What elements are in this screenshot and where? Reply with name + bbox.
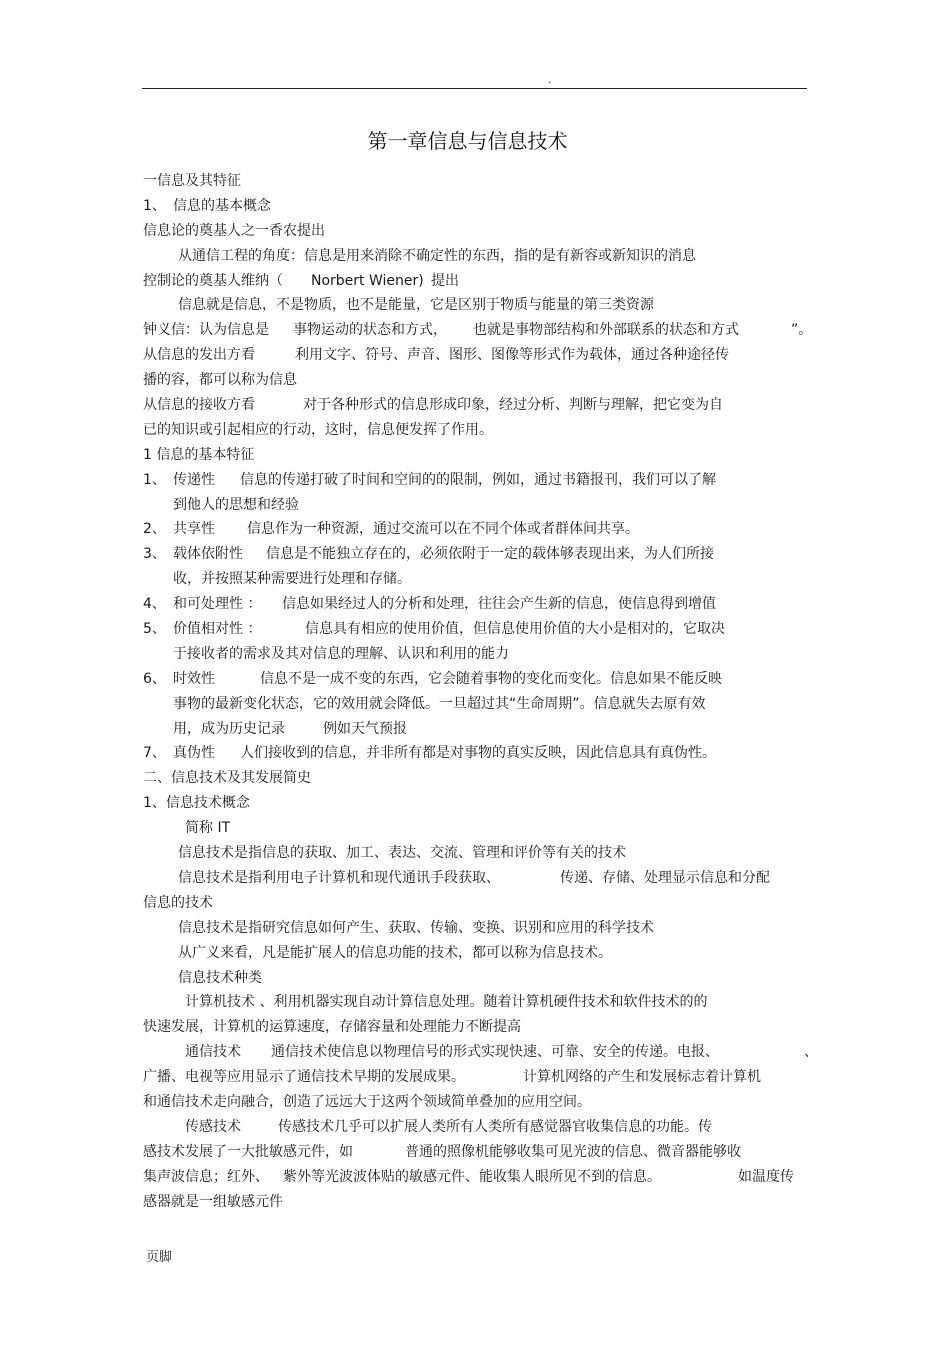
text-line — [143, 966, 813, 991]
text-segment: 1、 — [143, 471, 166, 488]
text-segment: 通信技术使信息以物理信号的形式实现快速、可靠、安全的传递。电报、 — [271, 1044, 719, 1061]
text-segment: 计算机网络的产生和发展标志着计算机 — [523, 1069, 761, 1086]
document-body — [143, 169, 818, 1214]
text-segment: 一信息及其特征 — [143, 173, 241, 189]
text-line — [143, 368, 813, 393]
text-segment: 从信息的接收方看 — [143, 397, 255, 414]
text-segment: 信息技术是指信息的获取、加工、表达、交流、管理和评价等有关的技术 — [178, 845, 626, 862]
text-line — [143, 567, 813, 592]
text-line — [143, 866, 813, 891]
text-line — [143, 269, 813, 294]
text-line — [143, 592, 813, 617]
text-segment: 传递性 — [173, 471, 215, 488]
text-segment: 也就是事物部结构和外部联系的状态和方式 — [473, 322, 739, 339]
text-segment: 提出 — [431, 272, 459, 289]
header-mark: . — [548, 73, 552, 86]
text-segment: 5、 — [143, 621, 166, 638]
text-segment: 信息的技术 — [143, 894, 213, 911]
text-segment: 普通的照像机能够收集可见光波的信息、微音器能够收 — [405, 1143, 741, 1160]
text-segment: 共享性 — [173, 521, 215, 538]
text-line — [143, 766, 813, 791]
text-segment: ”。 — [791, 322, 813, 339]
text-segment: 感技术发展了一大批敏感元件，如 — [143, 1143, 353, 1160]
text-segment: 通信技术 — [185, 1044, 241, 1061]
text-segment: 信息论的奠基人之一香农提出 — [143, 222, 325, 239]
text-line — [143, 617, 813, 642]
text-line — [143, 667, 813, 692]
text-segment: Norbert Wiener) — [311, 272, 424, 289]
text-segment: 信息不是一成不变的东西，它会随着事物的变化而变化。信息如果不能反映 — [260, 670, 722, 687]
text-line — [143, 916, 813, 941]
text-line — [143, 941, 813, 966]
text-line — [143, 816, 813, 841]
text-line — [143, 517, 813, 542]
text-line — [143, 393, 813, 418]
text-segment: 从通信工程的角度：信息是用来消除不确定性的东西，指的是有新容或新知识的消息 — [178, 247, 696, 264]
text-line — [143, 219, 813, 244]
text-line — [143, 1090, 813, 1115]
text-line — [143, 468, 813, 493]
text-segment: 信息是不能独立存在的，必须依附于一定的载体够表现出来，为人们所接 — [266, 546, 714, 563]
text-segment: 事物的最新变化状态，它的效用就会降低。一旦超过其“生命周期”。信息就失去原有效 — [173, 695, 706, 712]
text-segment: 人们接收到的信息，并非所有都是对事物的真实反映，因此信息具有真伪性。 — [240, 745, 716, 762]
text-segment: 、 — [804, 1044, 818, 1061]
text-segment: 已的知识或引起相应的行动，这时，信息便发挥了作用。 — [143, 421, 493, 438]
text-line — [143, 293, 813, 318]
text-segment: 真伪性 — [173, 745, 215, 762]
text-segment: 1 信息的基本特征 — [143, 446, 255, 463]
text-line — [143, 244, 813, 269]
text-segment: 快速发展，计算机的运算速度，存储容量和处理能力不断提高 — [143, 1019, 521, 1036]
text-line — [143, 1040, 818, 1065]
text-segment: 从广义来看，凡是能扩展人的信息功能的技术，都可以称为信息技术。 — [178, 944, 612, 961]
text-line — [143, 318, 813, 343]
text-line — [143, 343, 813, 368]
text-segment: 感器就是一组敏感元件 — [143, 1193, 283, 1210]
text-segment: 对于各种形式的信息形成印象，经过分析、判断与理解，把它变为自 — [303, 397, 723, 414]
page-footer: 页脚 — [146, 1250, 173, 1265]
text-line — [143, 717, 813, 742]
text-segment: 载体依附性 — [173, 546, 243, 563]
text-segment: 价值相对性 ： — [173, 621, 262, 638]
text-segment: 广播、电视等应用显示了通信技术早期的发展成果。 — [143, 1069, 465, 1086]
text-segment: 和可处理性 ： — [173, 596, 262, 613]
text-segment: 4、 — [143, 596, 166, 613]
text-segment: 传递、存储、处理显示信息和分配 — [560, 869, 770, 886]
text-segment: 事物运动的状态和方式， — [293, 322, 447, 339]
text-line — [143, 493, 813, 518]
text-segment: 信息技术是指利用电子计算机和现代通讯手段获取、 — [178, 869, 500, 886]
text-segment: 和通信技术走向融合，创造了远远大于这两个领域简单叠加的应用空间。 — [143, 1093, 591, 1110]
text-segment: 信息的传递打破了时间和空间的的限制，例如，通过书籍报刊，我们可以了解 — [240, 471, 716, 488]
text-line — [143, 791, 813, 816]
text-line — [143, 990, 813, 1015]
text-line — [143, 443, 813, 468]
text-line — [143, 1165, 813, 1190]
text-segment: 3、 — [143, 546, 166, 563]
text-segment: 信息技术种类 — [178, 969, 262, 986]
page-title: 第一章信息与信息技术 — [367, 129, 568, 153]
text-line — [143, 841, 813, 866]
text-segment: 例如天气预报 — [323, 720, 407, 737]
text-line — [143, 741, 813, 766]
text-segment: 信息具有相应的使用价值，但信息使用价值的大小是相对的，它取决 — [305, 621, 725, 638]
text-segment: 紫外等光波波体贴的敏感元件、能收集人眼所见不到的信息。 — [283, 1168, 661, 1185]
text-line — [143, 194, 813, 219]
text-segment: 利用文字、符号、声音、图形、图像等形式作为载体，通过各种途径传 — [295, 347, 729, 364]
text-segment: 二、信息技术及其发展简史 — [143, 770, 311, 787]
text-segment: 信息技术是指研究信息如何产生、获取、传输、变换、识别和应用的科学技术 — [178, 919, 654, 936]
text-segment: 从信息的发出方看 — [143, 347, 255, 364]
text-segment: 计算机技术 、利用机器实现自动计算信息处理。随着计算机硬件技术和软件技术的的 — [185, 994, 708, 1011]
text-line — [143, 1190, 813, 1215]
text-segment: 于接收者的需求及其对信息的理解、认识和利用的能力 — [173, 645, 509, 662]
text-segment: 7、 — [143, 745, 166, 762]
text-segment: 简称 IT — [185, 820, 231, 837]
text-segment: 传感技术 — [185, 1118, 241, 1135]
text-line — [143, 692, 813, 717]
text-segment: 集声波信息；红外、 — [143, 1168, 269, 1185]
text-segment: 到他人的思想和经验 — [173, 496, 299, 513]
text-segment: 用，成为历史记录 — [173, 720, 285, 737]
text-line — [143, 1065, 813, 1090]
text-line — [143, 418, 813, 443]
text-line — [143, 1140, 813, 1165]
text-segment: 钟义信：认为信息是 — [143, 322, 269, 339]
text-segment: 6、 — [143, 670, 166, 687]
text-segment: 信息的基本概念 — [173, 197, 271, 214]
text-line — [143, 542, 813, 567]
text-segment: 信息就是信息，不是物质，也不是能量，它是区别于物质与能量的第三类资源 — [178, 297, 654, 314]
text-segment: 收，并按照某种需要进行处理和存储。 — [173, 571, 411, 588]
text-line — [143, 891, 813, 916]
text-line — [143, 1015, 813, 1040]
text-line — [143, 1115, 813, 1140]
text-segment: 传感技术几乎可以扩展人类所有人类所有感觉器官收集信息的功能。传 — [278, 1118, 712, 1135]
text-segment: 1、信息技术概念 — [143, 795, 250, 812]
text-segment: 2、 — [143, 521, 166, 538]
text-segment: 控制论的奠基人维纳（ — [143, 272, 283, 289]
text-segment: 播的容，都可以称为信息 — [143, 372, 297, 389]
text-segment: 时效性 — [173, 670, 215, 687]
text-segment: 1、 — [143, 197, 166, 214]
header-rule — [142, 88, 807, 89]
text-segment: 信息如果经过人的分析和处理，往往会产生新的信息，使信息得到增值 — [282, 596, 716, 613]
text-line — [143, 169, 813, 194]
text-line — [143, 642, 813, 667]
text-segment: 信息作为一种资源，通过交流可以在不同个体或者群体间共享。 — [247, 521, 639, 538]
text-segment: 如温度传 — [738, 1168, 794, 1185]
